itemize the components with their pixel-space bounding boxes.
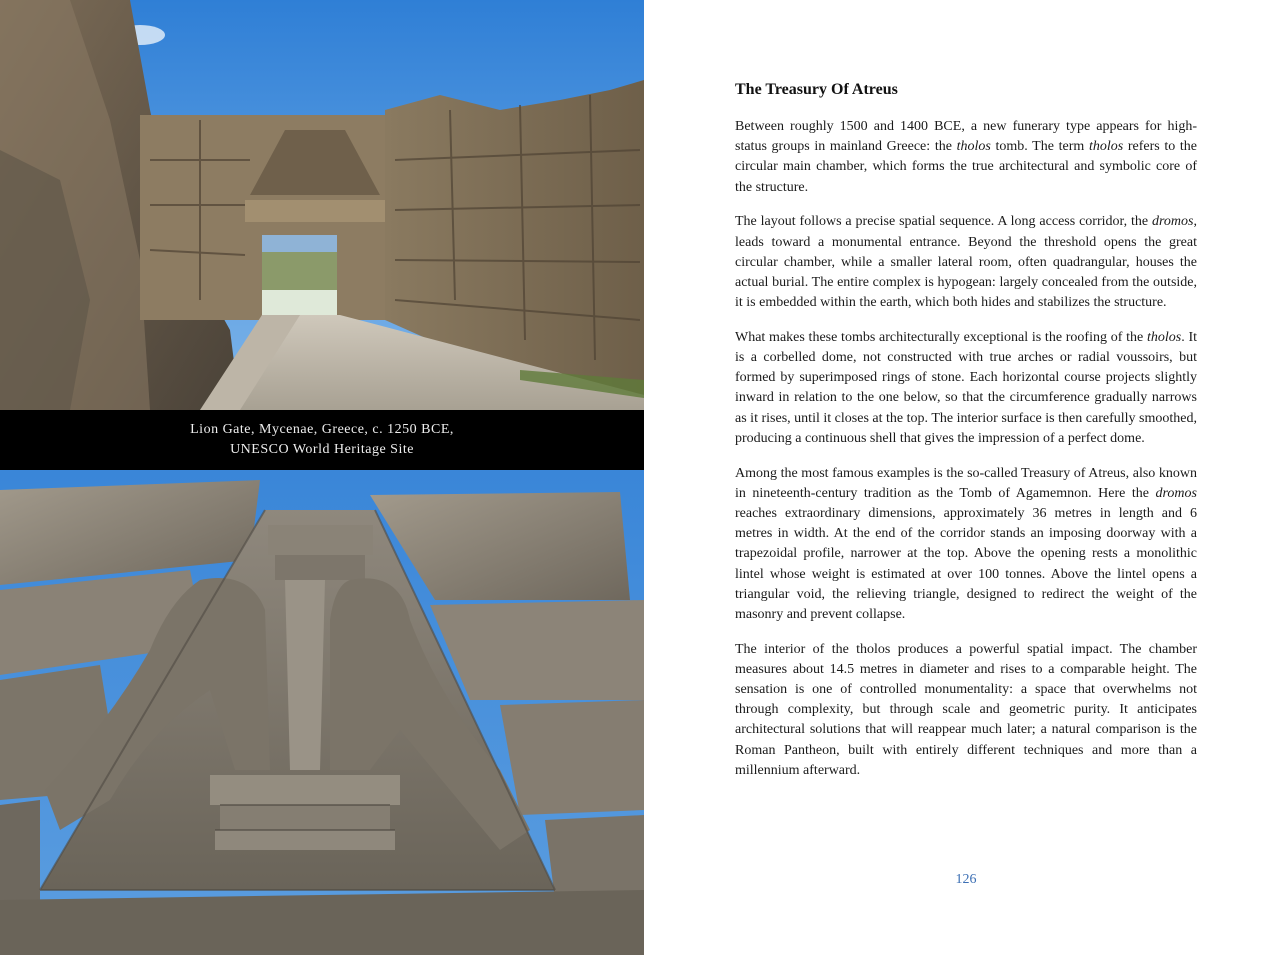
paragraph-3: What makes these tombs architecturally exceptional is the roofing of the tholos. It is a corbelled dome, not constructed with true arches or radial voussoirs, but formed by superimposed rings of stone. Each horizontal course projects slightly inward in relation to the one below, so that the circumference gradually narrows as it rises, until it closes at the top. The interior surface is then carefully smoothed, producing a continuous shell that gives the impression of a perfect dome. (735, 329, 1197, 446)
text-page (735, 78, 1197, 796)
page-number: 126 (955, 872, 977, 887)
paragraph-2: The layout follows a precise spatial sequence. A long access corridor, the dromos, leads toward a monumental entrance. Beyond the threshold opens the great circular chamber, while a smaller lateral room, often quadrangular, houses the actual burial. The entire complex is hypogean: largely concealed from the outside, it is embedded within the earth, which both hides and stabilizes the structure. (735, 214, 1197, 311)
paragraph-5: The interior of the tholos produces a powerful spatial impact. The chamber measures about 14.5 metres in diameter and rises to a comparable height. The sensation is one of controlled monumentality: a space that overwhelms not through complexity, but through scale and geometric purity. It anticipates architectural solutions that will reappear much later; a natural comparison is the Roman Pantheon, built with entirely different techniques and more than a millennium afterward. (735, 641, 1197, 778)
photo-caption (0, 410, 644, 470)
paragraph-1: Between roughly 1500 and 1400 BCE, a new funerary type appears for high-status groups in mainland Greece: the tholos tomb. The term tholos refers to the circular main chamber, which forms the true architectural and symbolic core of the structure. (735, 119, 1198, 195)
paragraph-4: Among the most famous examples is the so-called Treasury of Atreus, also known in nineteenth-century tradition as the Tomb of Agamemnon. Here the dromos reaches extraordinary dimensions, approximately 36 metres in length and 6 metres in width. At the end of the corridor stands an imposing doorway with a trapezoidal profile, narrower at the top. Above the opening rests a monolithic lintel whose weight is estimated at over 100 tonnes. Above the lintel opens a triangular void, the relieving triangle, designed to redirect the weight of the masonry and prevent collapse. (735, 465, 1197, 622)
section-title: The Treasury Of Atreus (735, 81, 898, 98)
lion-relief-photo (0, 470, 644, 955)
caption-line-2: UNESCO World Heritage Site (230, 442, 414, 457)
lion-gate-corridor-photo (0, 0, 644, 410)
caption-line-1: Lion Gate, Mycenae, Greece, c. 1250 BCE, (190, 422, 454, 437)
